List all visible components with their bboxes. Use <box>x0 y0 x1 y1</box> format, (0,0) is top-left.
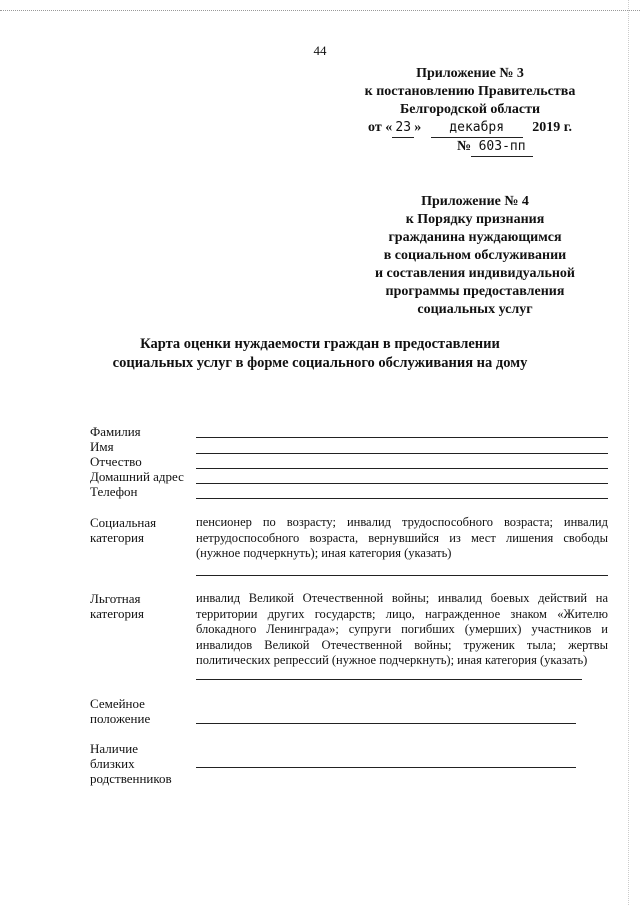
appendix4-block <box>345 193 605 319</box>
appendix3-block <box>340 65 600 157</box>
surname-field[interactable] <box>196 437 608 438</box>
patronymic-field[interactable] <box>196 468 608 469</box>
family-status-label-line1: Семейное <box>90 696 145 711</box>
patronymic-label: Отчество <box>90 454 142 469</box>
appendix3-line3: Белгородской области <box>399 102 541 117</box>
card-title-line2: социальных услуг в форме социального обслуживания на дому <box>112 355 528 371</box>
appendix3-title: Приложение № 3 <box>416 66 524 81</box>
name-label: Имя <box>90 439 114 454</box>
benefit-category-other-field[interactable] <box>196 679 582 680</box>
social-category-other-field[interactable] <box>196 575 608 576</box>
scan-top-edge <box>0 10 640 12</box>
social-category-label-line2: категория <box>90 530 144 545</box>
relatives-label-line2: близких <box>90 756 135 771</box>
page-number: 44 <box>313 43 327 58</box>
appendix4-line: социальных услуг <box>417 302 533 317</box>
number-value: 603-пп <box>471 138 533 157</box>
appendix4-line: гражданина нуждающимся <box>388 230 562 245</box>
card-title <box>60 335 580 373</box>
social-category-label-line1: Социальная <box>90 515 157 530</box>
date-month: декабря <box>431 119 523 138</box>
phone-label: Телефон <box>90 484 138 499</box>
relatives-label <box>90 741 172 786</box>
appendix3-number <box>340 138 600 157</box>
card-title-line1: Карта оценки нуждаемости граждан в предоставлении <box>140 336 500 352</box>
appendix4-line: Приложение № 4 <box>421 194 529 209</box>
benefit-category-text: инвалид Великой Отечественной войны; инвалид боевых действий на территории других государств; лицо, награжденное знаком «Жителю блокадного Ленинграда»; супруги погибших (умерших) участников и инвалидов Великой Отечественной войны; труженик тыла; жертвы политических репрессий (нужное подчеркнуть); иная категория (указать) <box>196 591 608 667</box>
appendix4-line: и составления индивидуальной <box>374 266 575 281</box>
appendix4-line: программы предоставления <box>385 284 565 299</box>
relatives-label-line1: Наличие <box>90 741 138 756</box>
surname-label: Фамилия <box>90 424 141 439</box>
appendix4-line: к Порядку признания <box>405 212 545 227</box>
benefit-category-label-line1: Льготная <box>90 591 141 606</box>
date-mid: » <box>414 120 422 135</box>
name-field[interactable] <box>196 453 608 454</box>
scan-right-edge <box>628 0 630 905</box>
benefit-category-label <box>90 591 144 621</box>
date-prefix: от « <box>368 120 393 135</box>
family-status-label <box>90 696 150 726</box>
address-label: Домашний адрес <box>90 469 184 484</box>
family-status-field[interactable] <box>196 723 576 724</box>
appendix3-line2: к постановлению Правительства <box>364 84 576 99</box>
relatives-label-line3: родственников <box>90 771 172 786</box>
family-status-label-line2: положение <box>90 711 151 726</box>
benefit-category-label-line2: категория <box>90 606 144 621</box>
date-day: 23 <box>392 119 414 138</box>
appendix3-date <box>340 119 600 138</box>
number-prefix: № <box>457 139 472 154</box>
relatives-field[interactable] <box>196 767 576 768</box>
appendix4-line: в социальном обслуживании <box>383 248 567 263</box>
address-field[interactable] <box>196 483 608 484</box>
social-category-label <box>90 515 156 545</box>
date-year: 2019 г. <box>532 120 572 135</box>
social-category-text: пенсионер по возрасту; инвалид трудоспособного возраста; инвалид нетрудоспособного возраста, вернувшийся из мест лишения свободы (нужное подчеркнуть); иная категория (указать) <box>196 515 608 560</box>
phone-field[interactable] <box>196 498 608 499</box>
